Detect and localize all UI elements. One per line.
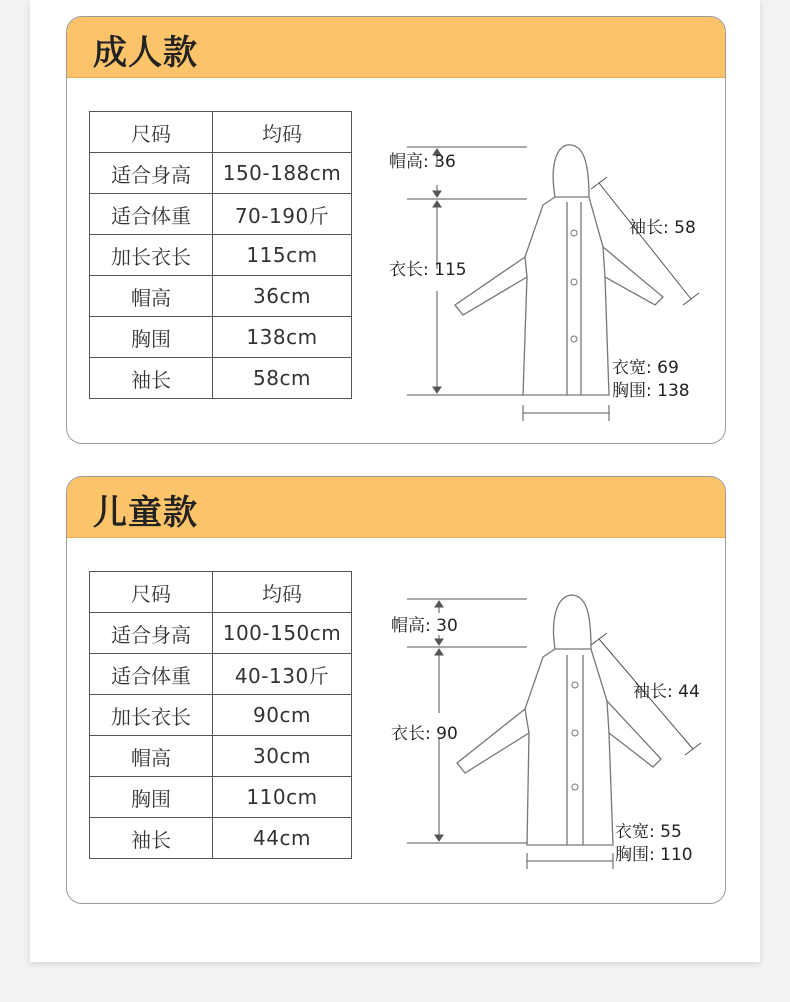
size-header-cell: 尺码 [90,112,213,153]
sleeve-length-label: 袖长: 44 [633,682,700,702]
coat-width-label: 衣宽: 69 [612,358,679,378]
table-row [90,358,352,399]
row-label: 加长衣长 [90,695,213,736]
table-row [90,736,352,777]
adult-size-table [89,111,352,399]
table-row [90,153,352,194]
row-value: 44cm [213,818,352,859]
size-header-cell: 尺码 [90,572,213,613]
row-value: 138cm [213,317,352,358]
adult-card-title: 成人款 [93,33,198,73]
row-label: 胸围 [90,777,213,818]
row-label: 袖长 [90,818,213,859]
table-row [90,777,352,818]
row-label: 适合体重 [90,194,213,235]
row-label: 加长衣长 [90,235,213,276]
raincoat-outline-icon [457,595,661,845]
table-header-row [90,572,352,613]
row-value: 58cm [213,358,352,399]
row-value: 115cm [213,235,352,276]
row-label: 帽高 [90,736,213,777]
table-row [90,654,352,695]
row-label: 袖长 [90,358,213,399]
coat-width-label: 衣宽: 55 [615,822,682,842]
adult-size-card [66,16,726,444]
row-label: 胸围 [90,317,213,358]
row-value: 100-150cm [213,613,352,654]
row-value: 36cm [213,276,352,317]
table-header-row [90,112,352,153]
row-value: 30cm [213,736,352,777]
button-icons [572,682,578,790]
table-row [90,613,352,654]
button-icons [571,230,577,342]
row-label: 适合体重 [90,654,213,695]
child-size-table [89,571,352,859]
coat-length-label: 衣长: 90 [391,724,458,744]
row-label: 适合身高 [90,613,213,654]
hood-height-label: 帽高: 36 [389,152,456,172]
table-row [90,695,352,736]
value-header-cell: 均码 [213,572,352,613]
table-row [90,276,352,317]
hood-height-label: 帽高: 30 [391,616,458,636]
row-value: 90cm [213,695,352,736]
coat-length-label: 衣长: 115 [389,260,467,280]
row-value: 40-130斤 [213,654,352,695]
chest-label: 胸围: 110 [615,845,693,865]
table-row [90,818,352,859]
sleeve-length-label: 袖长: 58 [629,218,696,238]
row-value: 150-188cm [213,153,352,194]
row-label: 帽高 [90,276,213,317]
table-row [90,235,352,276]
child-size-card [66,476,726,904]
row-value: 110cm [213,777,352,818]
child-card-title: 儿童款 [93,493,198,533]
table-row [90,317,352,358]
value-header-cell: 均码 [213,112,352,153]
row-value: 70-190斤 [213,194,352,235]
row-label: 适合身高 [90,153,213,194]
table-row [90,194,352,235]
chest-label: 胸围: 138 [612,381,690,401]
